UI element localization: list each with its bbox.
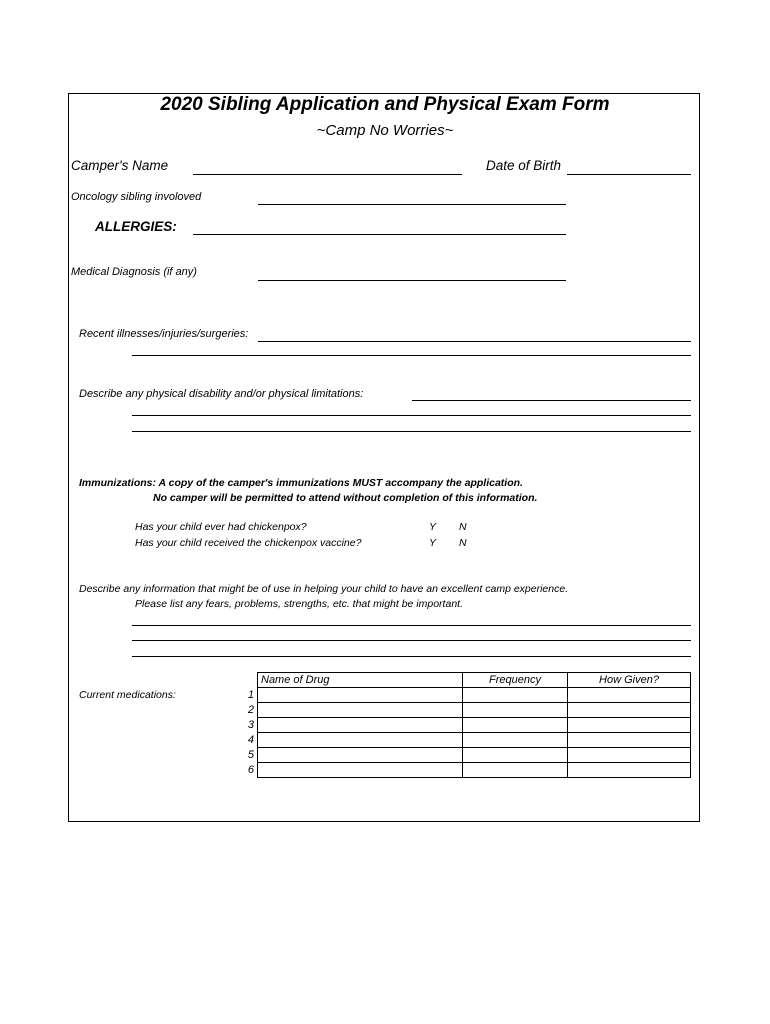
- how-given-cell[interactable]: [568, 703, 691, 718]
- drug-name-cell[interactable]: [258, 763, 463, 778]
- recent-illnesses-field-2[interactable]: [132, 355, 691, 356]
- table-row: [258, 763, 691, 778]
- camp-experience-field-1[interactable]: [132, 625, 691, 626]
- frequency-cell[interactable]: [463, 688, 568, 703]
- how-given-cell[interactable]: [568, 733, 691, 748]
- how-given-cell[interactable]: [568, 763, 691, 778]
- med-row-number: 6: [247, 764, 254, 776]
- physical-disability-field-2[interactable]: [132, 415, 691, 416]
- drug-name-cell[interactable]: [258, 733, 463, 748]
- drug-name-cell[interactable]: [258, 718, 463, 733]
- chickenpox-vaccine-question: Has your child received the chickenpox vaccine?: [135, 537, 362, 549]
- how-given-cell[interactable]: [568, 748, 691, 763]
- medical-diagnosis-label: Medical Diagnosis (if any): [71, 266, 197, 278]
- campers-name-field[interactable]: [193, 174, 462, 175]
- camp-experience-label: Describe any information that might be of use in helping your child to have an excellent camp experience.: [79, 583, 569, 595]
- table-row: [258, 748, 691, 763]
- med-row-number: 5: [247, 749, 254, 761]
- table-row: [258, 718, 691, 733]
- camp-experience-field-3[interactable]: [132, 656, 691, 657]
- date-of-birth-field[interactable]: [567, 174, 691, 175]
- campers-name-label: Camper's Name: [71, 158, 169, 173]
- vaccine-yes-option[interactable]: Y: [429, 537, 437, 549]
- how-given-cell[interactable]: [568, 718, 691, 733]
- page-subtitle: ~Camp No Worries~: [316, 122, 454, 139]
- physical-disability-label: Describe any physical disability and/or physical limitations:: [79, 388, 364, 400]
- table-row: [258, 733, 691, 748]
- oncology-sibling-field[interactable]: [258, 204, 566, 205]
- date-of-birth-label: Date of Birth: [486, 158, 562, 173]
- med-row-number: 2: [247, 704, 254, 716]
- how-given-header: How Given?: [568, 673, 691, 688]
- current-medications-label: Current medications:: [79, 689, 176, 701]
- frequency-cell[interactable]: [463, 748, 568, 763]
- physical-disability-field-3[interactable]: [132, 431, 691, 432]
- name-of-drug-header: Name of Drug: [258, 673, 463, 688]
- immunizations-notice-2: No camper will be permitted to attend without completion of this information.: [153, 492, 538, 504]
- camp-experience-field-2[interactable]: [132, 640, 691, 641]
- frequency-cell[interactable]: [463, 703, 568, 718]
- chickenpox-no-option[interactable]: N: [459, 521, 467, 533]
- drug-name-cell[interactable]: [258, 688, 463, 703]
- allergies-field[interactable]: [193, 234, 566, 235]
- physical-disability-field-1[interactable]: [412, 400, 691, 401]
- table-row: [258, 688, 691, 703]
- drug-name-cell[interactable]: [258, 703, 463, 718]
- medical-diagnosis-field[interactable]: [258, 280, 566, 281]
- immunizations-notice-1: Immunizations: A copy of the camper's immunizations MUST accompany the application.: [79, 477, 523, 489]
- drug-name-cell[interactable]: [258, 748, 463, 763]
- oncology-sibling-label: Oncology sibling involoved: [71, 191, 202, 203]
- camp-experience-sublabel: Please list any fears, problems, strengths, etc. that might be important.: [135, 598, 463, 610]
- vaccine-no-option[interactable]: N: [459, 537, 467, 549]
- page-title: 2020 Sibling Application and Physical Exam Form: [160, 94, 610, 115]
- table-row: [258, 703, 691, 718]
- frequency-header: Frequency: [463, 673, 568, 688]
- chickenpox-yes-option[interactable]: Y: [429, 521, 437, 533]
- recent-illnesses-label: Recent illnesses/injuries/surgeries:: [79, 328, 249, 340]
- frequency-cell[interactable]: [463, 763, 568, 778]
- frequency-cell[interactable]: [463, 718, 568, 733]
- medications-header-row: [258, 673, 691, 688]
- med-row-number: 3: [247, 719, 254, 731]
- frequency-cell[interactable]: [463, 733, 568, 748]
- how-given-cell[interactable]: [568, 688, 691, 703]
- med-row-number: 1: [247, 689, 254, 701]
- chickenpox-question: Has your child ever had chickenpox?: [135, 521, 307, 533]
- medications-table: [257, 672, 691, 778]
- allergies-label: ALLERGIES:: [95, 219, 177, 234]
- recent-illnesses-field-1[interactable]: [258, 341, 691, 342]
- med-row-number: 4: [247, 734, 254, 746]
